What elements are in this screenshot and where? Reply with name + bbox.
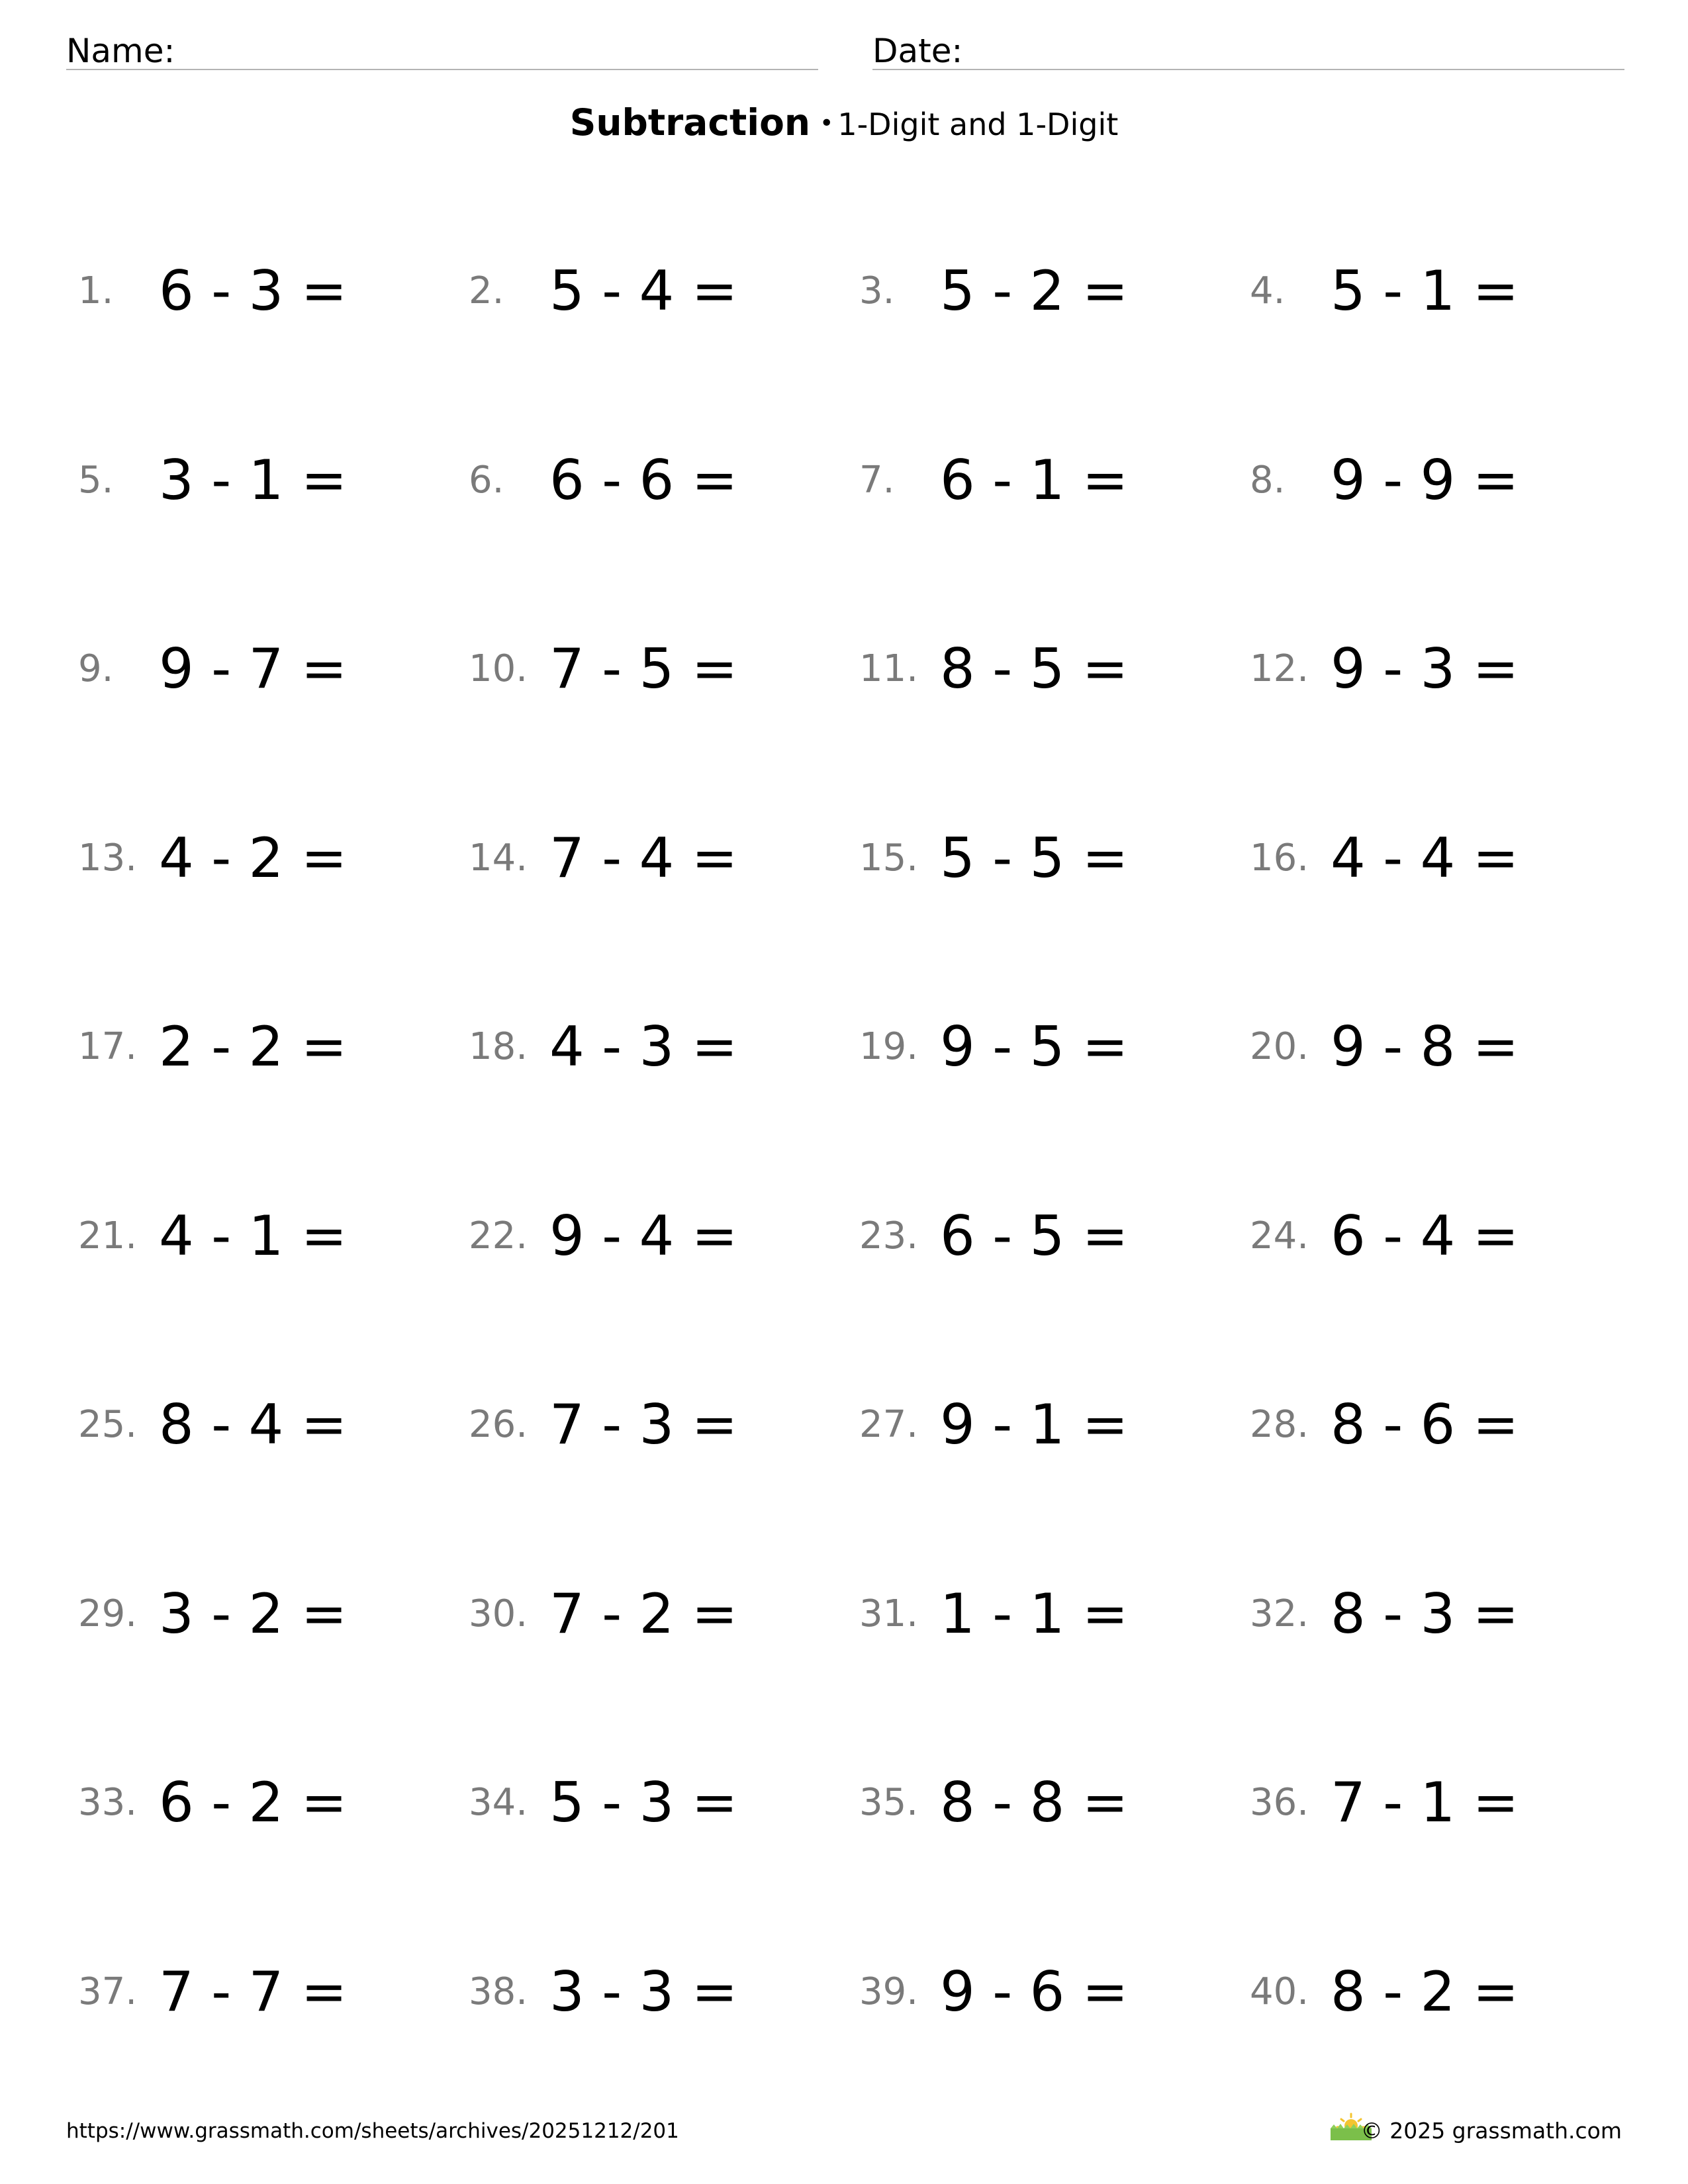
problem-number: 22. xyxy=(469,1214,528,1257)
problem-number: 21. xyxy=(78,1214,138,1257)
footer-url[interactable]: https://www.grassmath.com/sheets/archives/20251212/201 xyxy=(66,2119,679,2143)
problem-item[interactable] xyxy=(859,1007,1250,1079)
problem-item[interactable] xyxy=(78,1197,469,1268)
problem-expression: 8 - 3 = xyxy=(1331,1581,1519,1646)
problem-item[interactable] xyxy=(859,1385,1250,1457)
problem-item[interactable] xyxy=(859,1197,1250,1268)
worksheet-title xyxy=(0,101,1688,144)
problem-item[interactable] xyxy=(78,1952,469,2024)
problem-expression: 9 - 8 = xyxy=(1331,1015,1519,1079)
problem-expression: 7 - 5 = xyxy=(549,637,738,701)
problem-expression: 6 - 3 = xyxy=(159,259,348,323)
problem-item[interactable] xyxy=(859,251,1250,323)
problem-item[interactable] xyxy=(469,1007,859,1079)
problem-number: 18. xyxy=(469,1025,528,1068)
problem-expression: 5 - 5 = xyxy=(940,825,1129,890)
problem-number: 30. xyxy=(469,1592,528,1635)
title-main: Subtraction xyxy=(569,101,811,144)
problem-item[interactable] xyxy=(859,629,1250,701)
problem-expression: 8 - 8 = xyxy=(940,1770,1129,1835)
problem-number: 24. xyxy=(1250,1214,1309,1257)
problem-expression: 9 - 7 = xyxy=(159,637,348,701)
problem-expression: 5 - 1 = xyxy=(1331,259,1519,323)
problem-expression: 5 - 4 = xyxy=(549,259,738,323)
problem-item[interactable] xyxy=(469,1385,859,1457)
problem-expression: 9 - 3 = xyxy=(1331,637,1519,701)
problem-item[interactable] xyxy=(78,1385,469,1457)
problem-item[interactable] xyxy=(859,441,1250,512)
problem-number: 8. xyxy=(1250,458,1286,502)
title-separator: • xyxy=(820,110,834,137)
problem-expression: 8 - 2 = xyxy=(1331,1959,1519,2024)
problem-number: 37. xyxy=(78,1970,138,2013)
problem-number: 5. xyxy=(78,458,114,502)
problem-item[interactable] xyxy=(1250,251,1640,323)
problem-grid xyxy=(78,251,1640,2144)
problem-expression: 1 - 1 = xyxy=(940,1581,1129,1646)
problem-item[interactable] xyxy=(78,819,469,890)
problem-number: 27. xyxy=(859,1403,919,1446)
problem-number: 23. xyxy=(859,1214,919,1257)
problem-item[interactable] xyxy=(1250,1574,1640,1646)
problem-expression: 6 - 6 = xyxy=(549,447,738,512)
name-label: Name: xyxy=(66,32,175,70)
problem-item[interactable] xyxy=(1250,441,1640,512)
problem-item[interactable] xyxy=(1250,1197,1640,1268)
problem-number: 40. xyxy=(1250,1970,1309,2013)
problem-expression: 8 - 5 = xyxy=(940,637,1129,701)
problem-expression: 6 - 4 = xyxy=(1331,1203,1519,1268)
problem-item[interactable] xyxy=(78,251,469,323)
problem-item[interactable] xyxy=(78,629,469,701)
problem-number: 9. xyxy=(78,647,114,690)
problem-expression: 9 - 9 = xyxy=(1331,447,1519,512)
problem-number: 26. xyxy=(469,1403,528,1446)
problem-item[interactable] xyxy=(78,1763,469,1835)
problem-expression: 9 - 5 = xyxy=(940,1015,1129,1079)
problem-number: 25. xyxy=(78,1403,138,1446)
problem-expression: 9 - 1 = xyxy=(940,1392,1129,1457)
problem-number: 29. xyxy=(78,1592,138,1635)
problem-number: 28. xyxy=(1250,1403,1309,1446)
problem-item[interactable] xyxy=(1250,1007,1640,1079)
problem-number: 16. xyxy=(1250,836,1309,880)
problem-number: 11. xyxy=(859,647,919,690)
problem-expression: 7 - 2 = xyxy=(549,1581,738,1646)
problem-item[interactable] xyxy=(469,1574,859,1646)
problem-item[interactable] xyxy=(859,1763,1250,1835)
problem-item[interactable] xyxy=(859,1574,1250,1646)
problem-number: 19. xyxy=(859,1025,919,1068)
problem-item[interactable] xyxy=(859,1952,1250,2024)
problem-expression: 2 - 2 = xyxy=(159,1015,348,1079)
problem-item[interactable] xyxy=(1250,819,1640,890)
problem-number: 10. xyxy=(469,647,528,690)
problem-number: 38. xyxy=(469,1970,528,2013)
problem-expression: 5 - 3 = xyxy=(549,1770,738,1835)
problem-expression: 3 - 3 = xyxy=(549,1959,738,2024)
problem-expression: 7 - 4 = xyxy=(549,825,738,890)
problem-expression: 4 - 3 = xyxy=(549,1015,738,1079)
problem-number: 17. xyxy=(78,1025,138,1068)
problem-number: 39. xyxy=(859,1970,919,2013)
problem-expression: 8 - 6 = xyxy=(1331,1392,1519,1457)
problem-expression: 9 - 4 = xyxy=(549,1203,738,1268)
problem-item[interactable] xyxy=(1250,1763,1640,1835)
problem-expression: 3 - 1 = xyxy=(159,447,348,512)
problem-expression: 4 - 4 = xyxy=(1331,825,1519,890)
problem-item[interactable] xyxy=(469,629,859,701)
problem-expression: 6 - 5 = xyxy=(940,1203,1129,1268)
problem-number: 6. xyxy=(469,458,504,502)
problem-item[interactable] xyxy=(859,819,1250,890)
problem-item[interactable] xyxy=(78,1007,469,1079)
problem-item[interactable] xyxy=(469,441,859,512)
problem-expression: 7 - 3 = xyxy=(549,1392,738,1457)
problem-expression: 7 - 7 = xyxy=(159,1959,348,2024)
problem-item[interactable] xyxy=(469,1952,859,2024)
title-subtitle: 1-Digit and 1-Digit xyxy=(837,107,1119,142)
problem-expression: 4 - 1 = xyxy=(159,1203,348,1268)
problem-number: 14. xyxy=(469,836,528,880)
problem-item[interactable] xyxy=(78,441,469,512)
problem-item[interactable] xyxy=(469,819,859,890)
problem-item[interactable] xyxy=(1250,1952,1640,2024)
problem-number: 32. xyxy=(1250,1592,1309,1635)
problem-number: 35. xyxy=(859,1781,919,1824)
problem-number: 20. xyxy=(1250,1025,1309,1068)
problem-item[interactable] xyxy=(78,1574,469,1646)
problem-number: 1. xyxy=(78,269,114,312)
problem-number: 34. xyxy=(469,1781,528,1824)
problem-number: 7. xyxy=(859,458,895,502)
problem-item[interactable] xyxy=(1250,629,1640,701)
problem-number: 33. xyxy=(78,1781,138,1824)
problem-expression: 9 - 6 = xyxy=(940,1959,1129,2024)
problem-expression: 6 - 1 = xyxy=(940,447,1129,512)
problem-expression: 7 - 1 = xyxy=(1331,1770,1519,1835)
problem-expression: 3 - 2 = xyxy=(159,1581,348,1646)
problem-expression: 8 - 4 = xyxy=(159,1392,348,1457)
problem-number: 36. xyxy=(1250,1781,1309,1824)
problem-expression: 5 - 2 = xyxy=(940,259,1129,323)
problem-item[interactable] xyxy=(469,251,859,323)
name-field[interactable] xyxy=(66,19,818,70)
problem-number: 2. xyxy=(469,269,504,312)
problem-number: 15. xyxy=(859,836,919,880)
problem-number: 12. xyxy=(1250,647,1309,690)
problem-number: 3. xyxy=(859,269,895,312)
date-field[interactable] xyxy=(872,19,1624,70)
footer-copyright: © 2025 grassmath.com xyxy=(1360,2118,1622,2144)
problem-number: 31. xyxy=(859,1592,919,1635)
problem-item[interactable] xyxy=(1250,1385,1640,1457)
problem-item[interactable] xyxy=(469,1197,859,1268)
date-label: Date: xyxy=(872,32,963,70)
problem-item[interactable] xyxy=(469,1763,859,1835)
problem-expression: 4 - 2 = xyxy=(159,825,348,890)
problem-number: 4. xyxy=(1250,269,1286,312)
problem-expression: 6 - 2 = xyxy=(159,1770,348,1835)
problem-number: 13. xyxy=(78,836,138,880)
